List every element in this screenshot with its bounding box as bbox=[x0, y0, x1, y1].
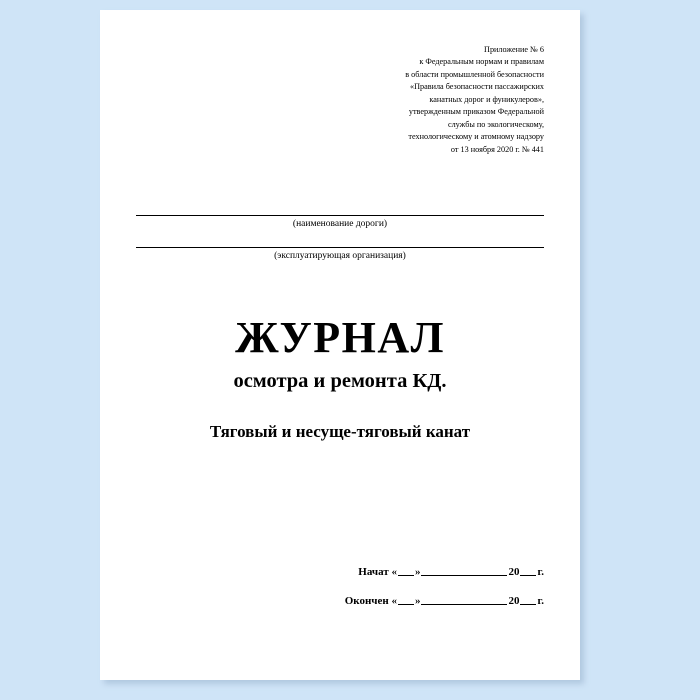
reference-block bbox=[336, 44, 544, 156]
start-year-blank[interactable] bbox=[520, 564, 536, 576]
end-date-row bbox=[136, 593, 544, 607]
end-date-label: Окончен « bbox=[344, 595, 397, 607]
road-name-field[interactable] bbox=[136, 214, 544, 216]
operating-organization-field[interactable] bbox=[136, 246, 544, 248]
field-spacer bbox=[136, 229, 544, 246]
page-subtitle: осмотра и ремонта КД. bbox=[233, 370, 447, 393]
start-day-blank[interactable] bbox=[398, 564, 414, 576]
start-date-label: Начат « bbox=[358, 566, 397, 578]
reference-line-1: к Федеральным нормам и правилам bbox=[419, 57, 544, 67]
start-date-end: г. bbox=[537, 566, 544, 578]
start-year-prefix: 20 bbox=[508, 566, 520, 578]
start-date-mid: » bbox=[414, 566, 421, 578]
end-year-blank[interactable] bbox=[520, 593, 536, 605]
reference-line-2: в области промышленной безопасности bbox=[405, 69, 544, 79]
document-page bbox=[100, 10, 580, 680]
fill-in-fields bbox=[136, 214, 544, 261]
end-month-blank[interactable] bbox=[421, 593, 507, 605]
document-footer bbox=[136, 564, 544, 622]
end-day-blank[interactable] bbox=[398, 593, 414, 605]
reference-line-0: Приложение № 6 bbox=[484, 45, 544, 54]
reference-line-4: канатных дорог и фуникулеров», bbox=[429, 94, 544, 104]
road-name-caption: (наименование дороги) bbox=[292, 219, 388, 230]
reference-line-7: технологическому и атомному надзору bbox=[408, 132, 544, 142]
reference-line-8: от 13 ноября 2020 г. № 441 bbox=[450, 144, 544, 154]
end-year-prefix: 20 bbox=[508, 595, 520, 607]
end-date-end: г. bbox=[537, 595, 544, 607]
reference-line-3: «Правила безопасности пассажирских bbox=[409, 82, 544, 92]
reference-line-6: службы по экологическому, bbox=[447, 119, 544, 129]
operating-organization-caption: (эксплуатирующая организация) bbox=[274, 251, 406, 262]
end-date-mid: » bbox=[414, 595, 421, 607]
start-month-blank[interactable] bbox=[421, 564, 507, 576]
reference-line-5: утвержденным приказом Федеральной bbox=[408, 107, 544, 117]
page-subject: Тяговый и несуще-тяговый канат bbox=[209, 422, 471, 442]
start-date-row bbox=[136, 564, 544, 578]
page-title: ЖУРНАЛ bbox=[235, 313, 445, 363]
